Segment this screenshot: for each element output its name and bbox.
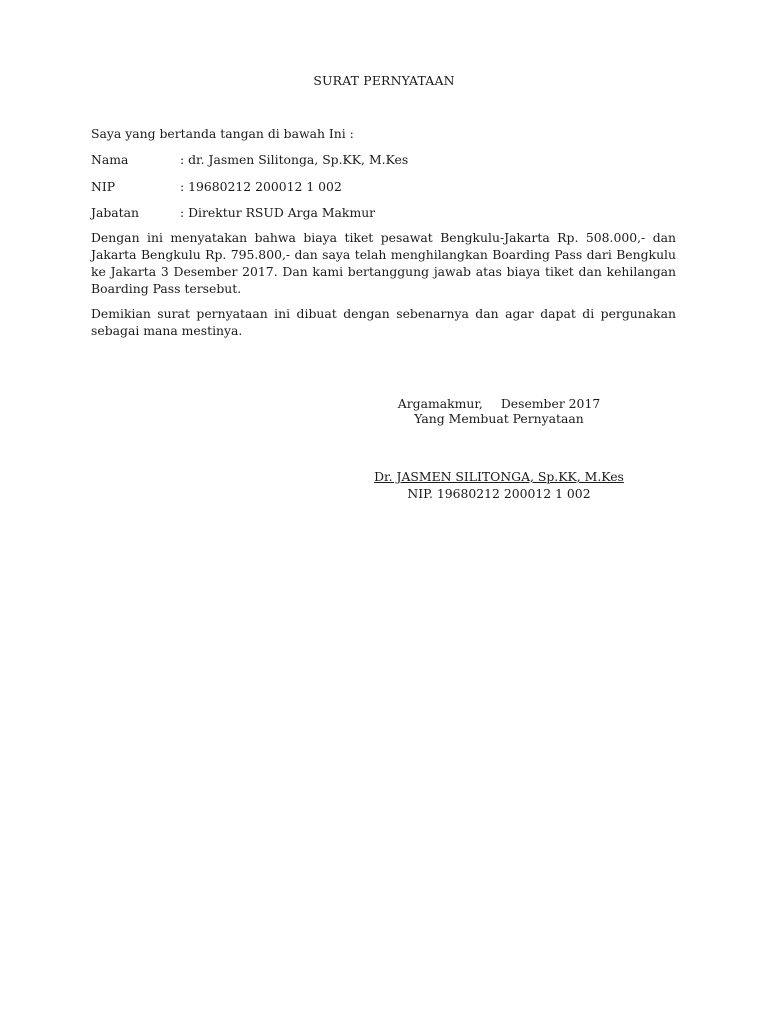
signatory-name: Dr. JASMEN SILITONGA, Sp.KK, M.Kes bbox=[374, 469, 624, 484]
field-jabatan bbox=[91, 205, 691, 223]
field-nip bbox=[91, 179, 691, 197]
field-nip-label: NIP bbox=[91, 179, 116, 194]
statement-paragraph: Dengan ini menyatakan bahwa biaya tiket pesawat Bengkulu-Jakarta Rp. 508.000,- dan Jakarta Bengkulu Rp. 795.800,- dan saya telah menghilangkan Boarding Pass dari Bengkulu ke Jakarta 3 Desember 2017. Dan kami bertanggung jawab atas biaya tiket dan kehilangan Boarding Pass tersebut. bbox=[91, 230, 676, 296]
field-nama bbox=[91, 152, 691, 170]
field-nama-value: : dr. Jasmen Silitonga, Sp.KK, M.Kes bbox=[180, 152, 409, 167]
field-nama-label: Nama bbox=[91, 152, 129, 167]
signature-role: Yang Membuat Pernyataan bbox=[414, 411, 584, 426]
closing-paragraph: Demikian surat pernyataan ini dibuat dengan sebenarnya dan agar dapat di pergunakan sebagai mana mestinya. bbox=[91, 306, 676, 338]
signature-date: Desember 2017 bbox=[500, 396, 601, 411]
intro-text: Saya yang bertanda tangan di bawah Ini : bbox=[91, 126, 354, 141]
signature-place: Argamakmur, bbox=[397, 396, 483, 411]
field-jabatan-label: Jabatan bbox=[91, 205, 140, 220]
document-title: SURAT PERNYATAAN bbox=[313, 73, 455, 88]
field-jabatan-value: : Direktur RSUD Arga Makmur bbox=[180, 205, 376, 220]
field-nip-value: : 19680212 200012 1 002 bbox=[180, 179, 342, 194]
signature-place-date bbox=[340, 396, 658, 412]
signatory-nip: NIP. 19680212 200012 1 002 bbox=[407, 486, 591, 501]
